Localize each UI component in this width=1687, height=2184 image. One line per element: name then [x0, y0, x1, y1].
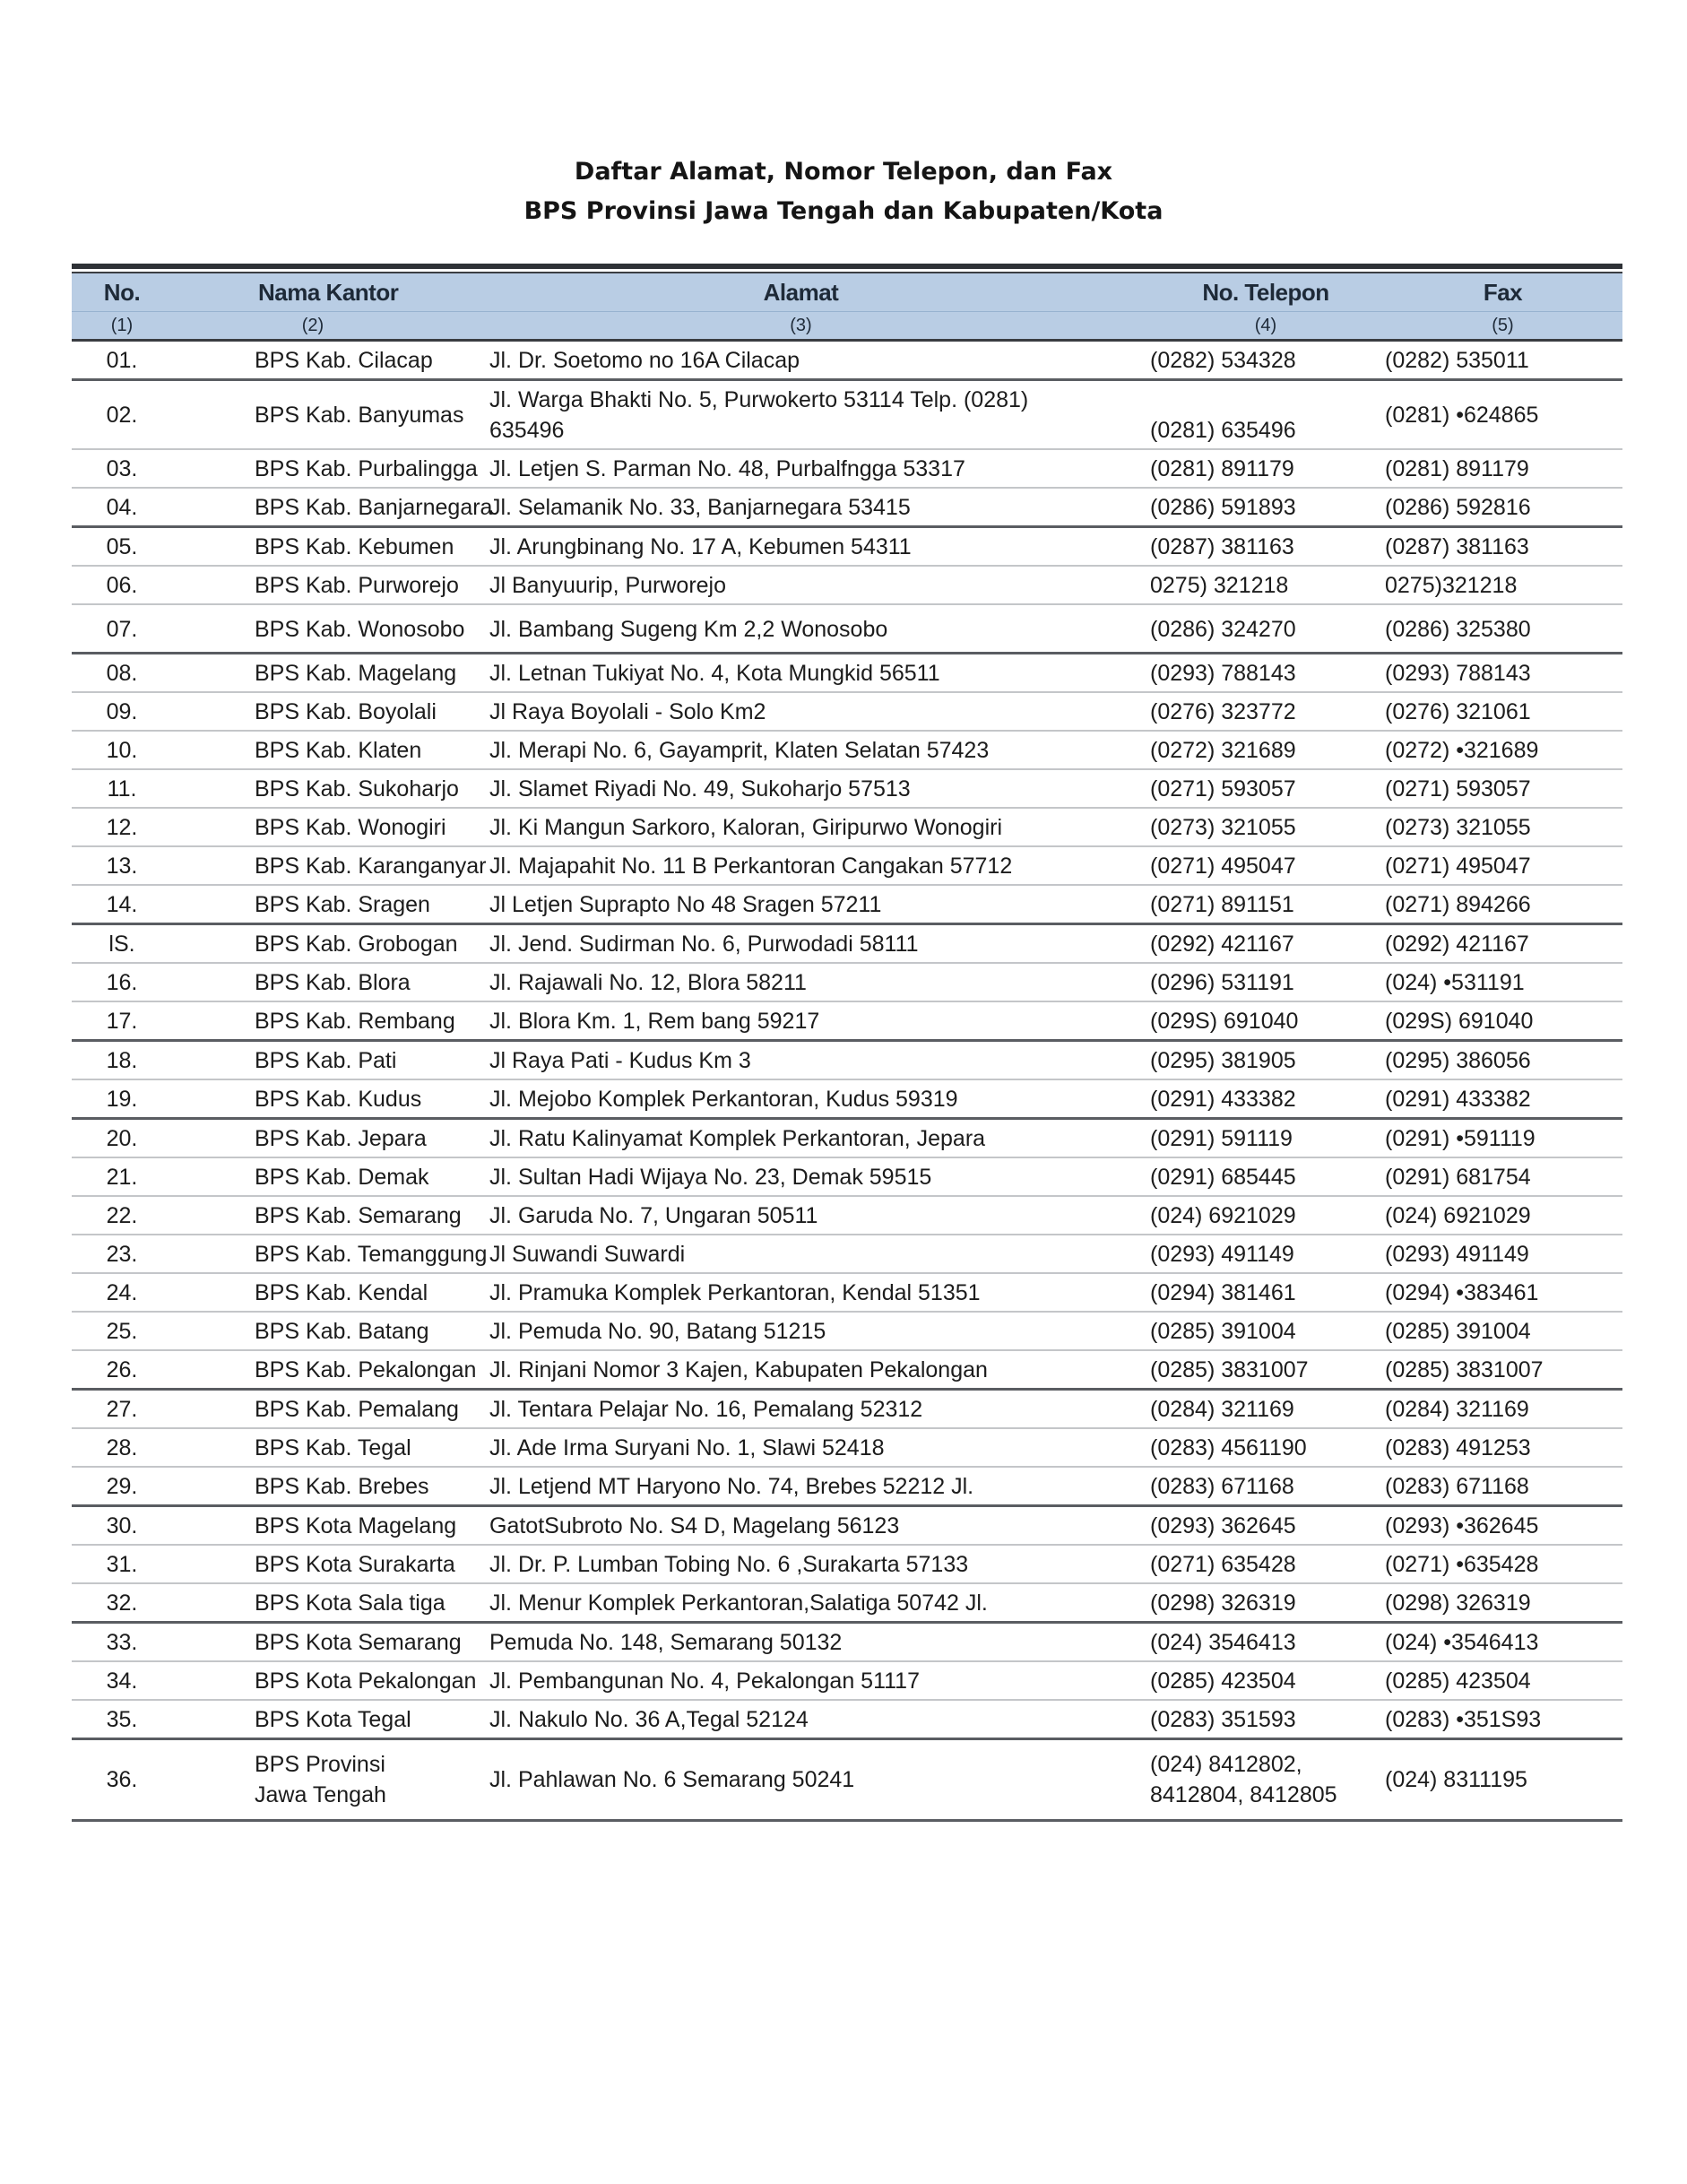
- cell-nama-kantor: BPS Kab. Cilacap: [172, 341, 454, 380]
- cell-nama-kantor: BPS Kab. Temanggung: [172, 1235, 454, 1273]
- table-row: [72, 692, 1622, 731]
- table-row: [72, 1700, 1622, 1739]
- cell-alamat: Jl. Selamanik No. 33, Banjarnegara 53415: [454, 488, 1148, 527]
- cell-fax: (0283) 671168: [1383, 1467, 1622, 1506]
- cell-alamat: Jl. Pahlawan No. 6 Semarang 50241: [454, 1739, 1148, 1821]
- cell-no: 12.: [72, 808, 172, 846]
- cell-nama-kantor: BPS Kota Surakarta: [172, 1545, 454, 1583]
- cell-no: 14.: [72, 885, 172, 924]
- cell-telepon: (0273) 321055: [1148, 808, 1383, 846]
- cell-no: 03.: [72, 449, 172, 488]
- cell-telepon: (0282) 534328: [1148, 341, 1383, 380]
- cell-no: 17.: [72, 1001, 172, 1041]
- table-row: [72, 1196, 1622, 1235]
- header-number: (5): [1383, 312, 1622, 341]
- cell-fax: (0281) •624865: [1383, 380, 1622, 450]
- cell-telepon: (0292) 421167: [1148, 924, 1383, 964]
- cell-fax: (0295) 386056: [1383, 1041, 1622, 1080]
- cell-no: 26.: [72, 1350, 172, 1390]
- cell-telepon: (0295) 381905: [1148, 1041, 1383, 1080]
- cell-telepon: (0291) 433382: [1148, 1079, 1383, 1119]
- cell-no: 23.: [72, 1235, 172, 1273]
- cell-telepon: (0296) 531191: [1148, 963, 1383, 1001]
- cell-alamat: Jl. Rajawali No. 12, Blora 58211: [454, 963, 1148, 1001]
- cell-no: 20.: [72, 1119, 172, 1158]
- cell-no: 28.: [72, 1428, 172, 1467]
- table-header: [72, 273, 1622, 341]
- cell-nama-kantor: BPS Kab. Sukoharjo: [172, 769, 454, 808]
- cell-nama-kantor: BPS Provinsi Jawa Tengah: [172, 1739, 454, 1821]
- cell-fax: (029S) 691040: [1383, 1001, 1622, 1041]
- header-number: (2): [172, 312, 454, 341]
- cell-fax: (0293) 788143: [1383, 654, 1622, 693]
- table-row: [72, 1273, 1622, 1312]
- cell-telepon: (0291) 685445: [1148, 1157, 1383, 1196]
- cell-telepon: (0285) 3831007: [1148, 1350, 1383, 1390]
- cell-nama-kantor: BPS Kab. Kebumen: [172, 527, 454, 567]
- cell-alamat: Jl. Warga Bhakti No. 5, Purwokerto 53114 Telp. (0281) 635496: [454, 380, 1148, 450]
- cell-no: 04.: [72, 488, 172, 527]
- document-subtitle: BPS Provinsi Jawa Tengah dan Kabupaten/Kota: [523, 197, 1164, 225]
- cell-telepon: (0287) 381163: [1148, 527, 1383, 567]
- cell-alamat: Pemuda No. 148, Semarang 50132: [454, 1623, 1148, 1662]
- cell-nama-kantor: BPS Kab. Kudus: [172, 1079, 454, 1119]
- cell-no: 34.: [72, 1661, 172, 1700]
- cell-no: 02.: [72, 380, 172, 450]
- cell-alamat: Jl. Nakulo No. 36 A,Tegal 52124: [454, 1700, 1148, 1739]
- document-title: Daftar Alamat, Nomor Telepon, dan Fax: [574, 158, 1113, 186]
- cell-telepon: (0285) 391004: [1148, 1312, 1383, 1350]
- cell-nama-kantor: BPS Kab. Pati: [172, 1041, 454, 1080]
- cell-no: 09.: [72, 692, 172, 731]
- cell-fax: (0287) 381163: [1383, 527, 1622, 567]
- cell-telepon: (0283) 351593: [1148, 1700, 1383, 1739]
- cell-alamat: Jl. Bambang Sugeng Km 2,2 Wonosobo: [454, 604, 1148, 654]
- cell-fax: (0271) •635428: [1383, 1545, 1622, 1583]
- header-number: (4): [1148, 312, 1383, 341]
- table-row: [72, 449, 1622, 488]
- cell-fax: (0293) •362645: [1383, 1506, 1622, 1546]
- cell-fax: (0291) 681754: [1383, 1157, 1622, 1196]
- cell-no: 10.: [72, 731, 172, 769]
- table-row: [72, 1428, 1622, 1467]
- header-alamat: Alamat: [454, 273, 1148, 312]
- cell-alamat: Jl. Tentara Pelajar No. 16, Pemalang 52312: [454, 1390, 1148, 1429]
- cell-telepon: (0271) 495047: [1148, 846, 1383, 885]
- document-title-block: [0, 152, 1687, 231]
- cell-nama-kantor: BPS Kab. Banjarnegara: [172, 488, 454, 527]
- cell-nama-kantor: BPS Kota Tegal: [172, 1700, 454, 1739]
- table-row: [72, 1467, 1622, 1506]
- cell-alamat: Jl. Majapahit No. 11 B Perkantoran Cangakan 57712: [454, 846, 1148, 885]
- table-row: [72, 488, 1622, 527]
- cell-no: 08.: [72, 654, 172, 693]
- cell-alamat: Jl. Merapi No. 6, Gayamprit, Klaten Selatan 57423: [454, 731, 1148, 769]
- table-row: [72, 731, 1622, 769]
- cell-alamat: Jl. Slamet Riyadi No. 49, Sukoharjo 57513: [454, 769, 1148, 808]
- cell-fax: (024) •531191: [1383, 963, 1622, 1001]
- cell-no: 18.: [72, 1041, 172, 1080]
- cell-nama-kantor: BPS Kab. Jepara: [172, 1119, 454, 1158]
- cell-telepon: (0286) 324270: [1148, 604, 1383, 654]
- cell-no: 27.: [72, 1390, 172, 1429]
- cell-telepon: (0283) 671168: [1148, 1467, 1383, 1506]
- cell-telepon: (0285) 423504: [1148, 1661, 1383, 1700]
- cell-no: lS.: [72, 924, 172, 964]
- cell-fax: (0285) 423504: [1383, 1661, 1622, 1700]
- cell-telepon: (0271) 593057: [1148, 769, 1383, 808]
- header-no: No.: [72, 273, 172, 312]
- header-row: [72, 273, 1622, 312]
- cell-nama-kantor: BPS Kab. Magelang: [172, 654, 454, 693]
- cell-fax: (024) 6921029: [1383, 1196, 1622, 1235]
- cell-fax: (0283) 491253: [1383, 1428, 1622, 1467]
- cell-fax: 0275)321218: [1383, 566, 1622, 604]
- cell-no: 24.: [72, 1273, 172, 1312]
- cell-telepon: (0283) 4561190: [1148, 1428, 1383, 1467]
- cell-telepon: (0281) 635496: [1148, 380, 1383, 450]
- table-row: [72, 1350, 1622, 1390]
- cell-no: 35.: [72, 1700, 172, 1739]
- cell-nama-kantor: BPS Kab. Klaten: [172, 731, 454, 769]
- cell-no: 19.: [72, 1079, 172, 1119]
- cell-no: 05.: [72, 527, 172, 567]
- cell-fax: (0285) 3831007: [1383, 1350, 1622, 1390]
- cell-alamat: Jl. Pramuka Komplek Perkantoran, Kendal 51351: [454, 1273, 1148, 1312]
- cell-fax: (0286) 325380: [1383, 604, 1622, 654]
- cell-no: 29.: [72, 1467, 172, 1506]
- cell-alamat: Jl. Rinjani Nomor 3 Kajen, Kabupaten Pekalongan: [454, 1350, 1148, 1390]
- cell-no: 32.: [72, 1583, 172, 1623]
- table-row: [72, 1739, 1622, 1821]
- cell-telepon: (0271) 635428: [1148, 1545, 1383, 1583]
- cell-alamat: Jl Raya Boyolali - Solo Km2: [454, 692, 1148, 731]
- header-number-row: [72, 312, 1622, 341]
- cell-telepon: (0281) 891179: [1148, 449, 1383, 488]
- office-directory-table-wrapper: [72, 264, 1622, 1822]
- cell-no: 13.: [72, 846, 172, 885]
- header-number: (3): [454, 312, 1148, 341]
- cell-alamat: Jl Letjen Suprapto No 48 Sragen 57211: [454, 885, 1148, 924]
- cell-no: 21.: [72, 1157, 172, 1196]
- cell-no: 06.: [72, 566, 172, 604]
- cell-nama-kantor: BPS Kab. Kendal: [172, 1273, 454, 1312]
- cell-nama-kantor: BPS Kota Semarang: [172, 1623, 454, 1662]
- cell-fax: (0281) 891179: [1383, 449, 1622, 488]
- table-row: [72, 1390, 1622, 1429]
- cell-telepon: (0294) 381461: [1148, 1273, 1383, 1312]
- cell-no: 11.: [72, 769, 172, 808]
- cell-telepon: (0293) 788143: [1148, 654, 1383, 693]
- cell-nama-kantor: BPS Kab. Brebes: [172, 1467, 454, 1506]
- table-row: [72, 1119, 1622, 1158]
- cell-fax: (0294) •383461: [1383, 1273, 1622, 1312]
- cell-fax: (0291) 433382: [1383, 1079, 1622, 1119]
- cell-fax: (0286) 592816: [1383, 488, 1622, 527]
- cell-telepon: (024) 8412802, 8412804, 8412805: [1148, 1739, 1383, 1821]
- cell-telepon: (029S) 691040: [1148, 1001, 1383, 1041]
- cell-alamat: Jl. Letjend MT Haryono No. 74, Brebes 52212 Jl.: [454, 1467, 1148, 1506]
- table-row: [72, 1623, 1622, 1662]
- cell-fax: (0285) 391004: [1383, 1312, 1622, 1350]
- table-row: [72, 341, 1622, 380]
- cell-alamat: Jl. Mejobo Komplek Perkantoran, Kudus 59319: [454, 1079, 1148, 1119]
- cell-nama-kantor: BPS Kab. Blora: [172, 963, 454, 1001]
- cell-alamat: Jl. Sultan Hadi Wijaya No. 23, Demak 59515: [454, 1157, 1148, 1196]
- cell-alamat: Jl. Blora Km. 1, Rem bang 59217: [454, 1001, 1148, 1041]
- header-telepon: No. Telepon: [1148, 273, 1383, 312]
- cell-nama-kantor: BPS Kab. Boyolali: [172, 692, 454, 731]
- cell-fax: (0283) •351S93: [1383, 1700, 1622, 1739]
- header-fax: Fax: [1383, 273, 1622, 312]
- table-row: [72, 1041, 1622, 1080]
- cell-fax: (0271) 495047: [1383, 846, 1622, 885]
- cell-alamat: Jl Raya Pati - Kudus Km 3: [454, 1041, 1148, 1080]
- cell-alamat: Jl. Pemuda No. 90, Batang 51215: [454, 1312, 1148, 1350]
- table-row: [72, 380, 1622, 450]
- cell-telepon: (0284) 321169: [1148, 1390, 1383, 1429]
- cell-no: 22.: [72, 1196, 172, 1235]
- cell-fax: (0271) 894266: [1383, 885, 1622, 924]
- cell-telepon: (0271) 891151: [1148, 885, 1383, 924]
- cell-telepon: (0298) 326319: [1148, 1583, 1383, 1623]
- table-row: [72, 1157, 1622, 1196]
- cell-fax: (0292) 421167: [1383, 924, 1622, 964]
- cell-nama-kantor: BPS Kab. Pemalang: [172, 1390, 454, 1429]
- cell-no: 07.: [72, 604, 172, 654]
- cell-nama-kantor: BPS Kab. Purworejo: [172, 566, 454, 604]
- cell-no: 30.: [72, 1506, 172, 1546]
- table-body: [72, 341, 1622, 1821]
- cell-fax: (0272) •321689: [1383, 731, 1622, 769]
- table-row: [72, 808, 1622, 846]
- header-number: (1): [72, 312, 172, 341]
- cell-telepon: (024) 6921029: [1148, 1196, 1383, 1235]
- cell-nama-kantor: BPS Kota Sala tiga: [172, 1583, 454, 1623]
- cell-no: 25.: [72, 1312, 172, 1350]
- table-row: [72, 604, 1622, 654]
- cell-alamat: Jl. Ade Irma Suryani No. 1, Slawi 52418: [454, 1428, 1148, 1467]
- cell-alamat: Jl. Ki Mangun Sarkoro, Kaloran, Giripurwo Wonogiri: [454, 808, 1148, 846]
- cell-fax: (0276) 321061: [1383, 692, 1622, 731]
- cell-nama-kantor: BPS Kab. Grobogan: [172, 924, 454, 964]
- cell-nama-kantor: BPS Kab. Demak: [172, 1157, 454, 1196]
- cell-nama-kantor: BPS Kab. Batang: [172, 1312, 454, 1350]
- table-row: [72, 1661, 1622, 1700]
- table-row: [72, 769, 1622, 808]
- cell-nama-kantor: BPS Kab. Rembang: [172, 1001, 454, 1041]
- cell-alamat: Jl. Letnan Tukiyat No. 4, Kota Mungkid 56511: [454, 654, 1148, 693]
- table-row: [72, 1545, 1622, 1583]
- cell-no: 33.: [72, 1623, 172, 1662]
- table-row: [72, 1506, 1622, 1546]
- table-row: [72, 1583, 1622, 1623]
- cell-fax: (0291) •591119: [1383, 1119, 1622, 1158]
- cell-fax: (024) 8311195: [1383, 1739, 1622, 1821]
- cell-fax: (0284) 321169: [1383, 1390, 1622, 1429]
- table-row: [72, 654, 1622, 693]
- table-row: [72, 924, 1622, 964]
- cell-nama-kantor: BPS Kota Magelang: [172, 1506, 454, 1546]
- cell-nama-kantor: BPS Kab. Karanganyar: [172, 846, 454, 885]
- table-row: [72, 1312, 1622, 1350]
- cell-fax: (024) •3546413: [1383, 1623, 1622, 1662]
- cell-fax: (0271) 593057: [1383, 769, 1622, 808]
- cell-telepon: (0272) 321689: [1148, 731, 1383, 769]
- cell-no: 16.: [72, 963, 172, 1001]
- cell-telepon: (0293) 362645: [1148, 1506, 1383, 1546]
- table-row: [72, 527, 1622, 567]
- cell-telepon: 0275) 321218: [1148, 566, 1383, 604]
- cell-nama-kantor: BPS Kab. Purbalingga: [172, 449, 454, 488]
- cell-telepon: (024) 3546413: [1148, 1623, 1383, 1662]
- cell-nama-kantor: BPS Kab. Wonogiri: [172, 808, 454, 846]
- header-nama-kantor: Nama Kantor: [172, 273, 454, 312]
- cell-fax: (0282) 535011: [1383, 341, 1622, 380]
- cell-alamat: Jl. Dr. Soetomo no 16A Cilacap: [454, 341, 1148, 380]
- cell-nama-kantor: BPS Kab. Tegal: [172, 1428, 454, 1467]
- cell-alamat: Jl. Dr. P. Lumban Tobing No. 6 ,Surakarta 57133: [454, 1545, 1148, 1583]
- cell-alamat: Jl. Pembangunan No. 4, Pekalongan 51117: [454, 1661, 1148, 1700]
- cell-fax: (0298) 326319: [1383, 1583, 1622, 1623]
- cell-alamat: Jl. Jend. Sudirman No. 6, Purwodadi 58111: [454, 924, 1148, 964]
- table-row: [72, 1235, 1622, 1273]
- table-row: [72, 566, 1622, 604]
- cell-fax: (0273) 321055: [1383, 808, 1622, 846]
- cell-alamat: Jl. Letjen S. Parman No. 48, Purbalfngga 53317: [454, 449, 1148, 488]
- cell-nama-kantor: BPS Kab. Pekalongan: [172, 1350, 454, 1390]
- cell-no: 01.: [72, 341, 172, 380]
- cell-nama-kantor: BPS Kab. Wonosobo: [172, 604, 454, 654]
- cell-no: 36.: [72, 1739, 172, 1821]
- cell-nama-kantor: BPS Kab. Sragen: [172, 885, 454, 924]
- cell-telepon: (0276) 323772: [1148, 692, 1383, 731]
- cell-alamat: Jl Suwandi Suwardi: [454, 1235, 1148, 1273]
- cell-fax: (0293) 491149: [1383, 1235, 1622, 1273]
- table-row: [72, 1079, 1622, 1119]
- table-row: [72, 1001, 1622, 1041]
- table-row: [72, 885, 1622, 924]
- cell-nama-kantor: BPS Kab. Semarang: [172, 1196, 454, 1235]
- table-row: [72, 846, 1622, 885]
- cell-nama-kantor: BPS Kota Pekalongan: [172, 1661, 454, 1700]
- cell-telepon: (0286) 591893: [1148, 488, 1383, 527]
- table-row: [72, 963, 1622, 1001]
- cell-telepon: (0293) 491149: [1148, 1235, 1383, 1273]
- cell-alamat: Jl. Garuda No. 7, Ungaran 50511: [454, 1196, 1148, 1235]
- cell-telepon: (0291) 591119: [1148, 1119, 1383, 1158]
- cell-alamat: GatotSubroto No. S4 D, Magelang 56123: [454, 1506, 1148, 1546]
- cell-alamat: Jl Banyuurip, Purworejo: [454, 566, 1148, 604]
- office-directory-table: [72, 273, 1622, 1822]
- cell-alamat: Jl. Menur Komplek Perkantoran,Salatiga 50742 Jl.: [454, 1583, 1148, 1623]
- cell-nama-kantor: BPS Kab. Banyumas: [172, 380, 454, 450]
- cell-alamat: Jl. Ratu Kalinyamat Komplek Perkantoran, Jepara: [454, 1119, 1148, 1158]
- cell-no: 31.: [72, 1545, 172, 1583]
- cell-alamat: Jl. Arungbinang No. 17 A, Kebumen 54311: [454, 527, 1148, 567]
